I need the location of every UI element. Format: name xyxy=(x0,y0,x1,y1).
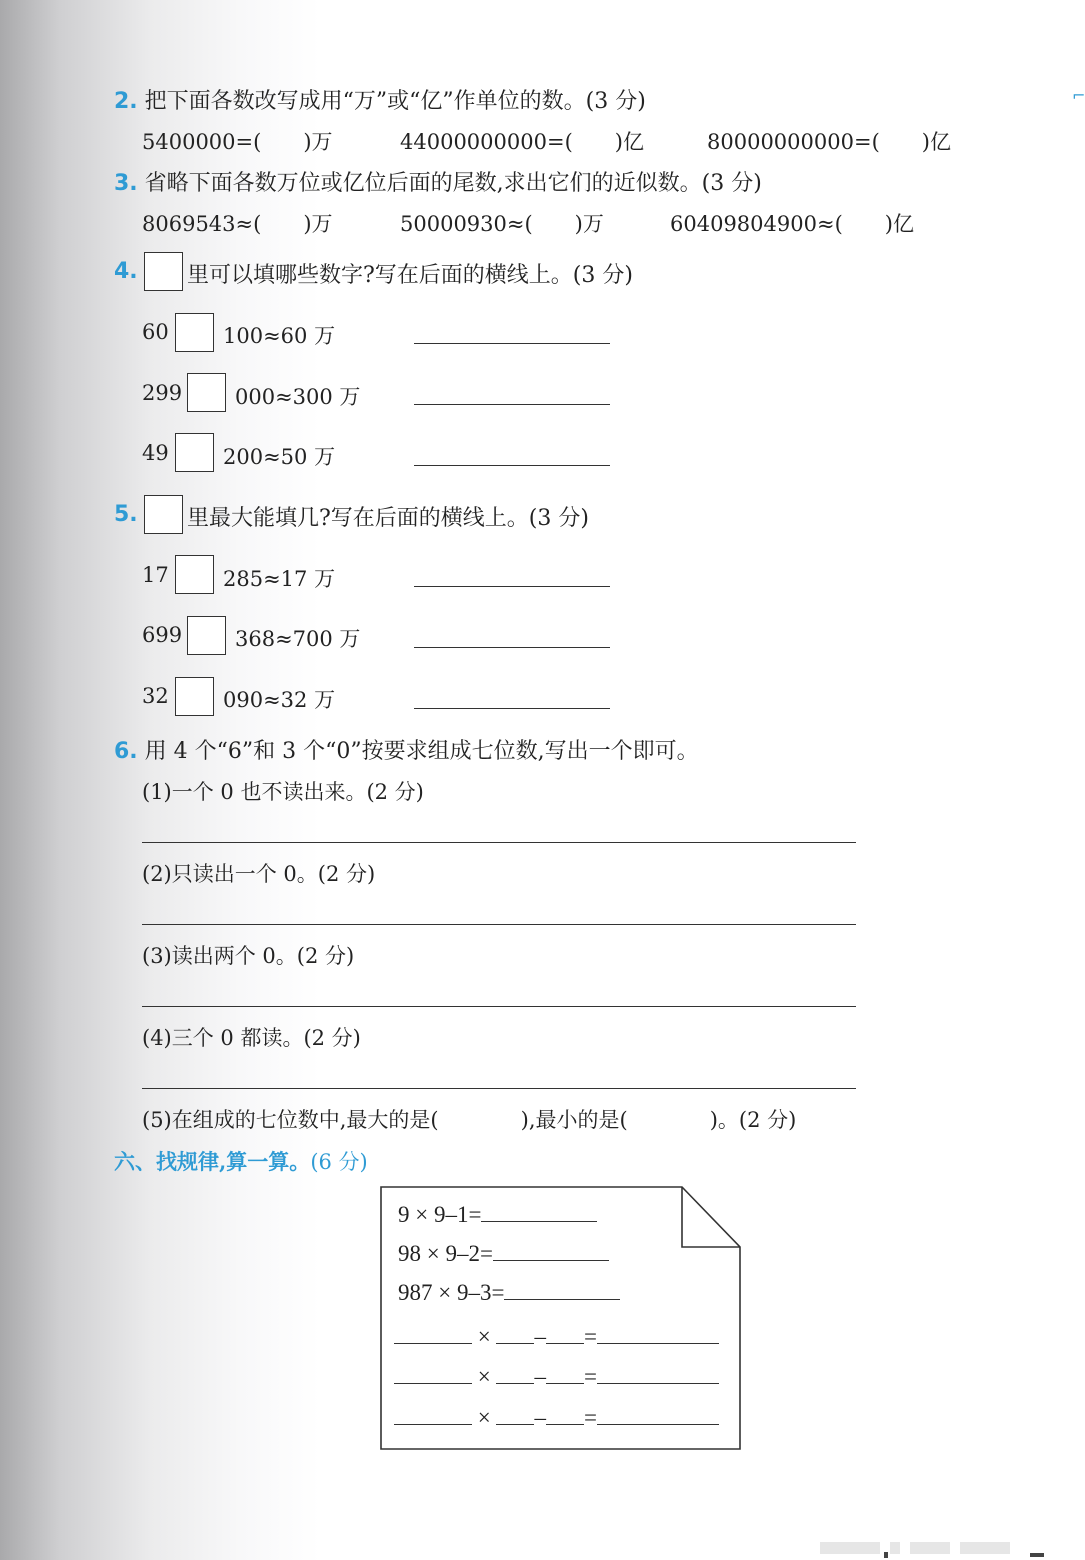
q4-row-3-answer-line[interactable] xyxy=(414,465,610,466)
q6-sub-5-part-a: (5)在组成的七位数中,最大的是( xyxy=(142,1108,439,1132)
pattern-line-3 xyxy=(398,1279,620,1306)
blank-row-3-times: × xyxy=(477,1405,491,1430)
q6-sub-5-part-c: )。(2 分) xyxy=(709,1108,797,1132)
q4-row-1-left: 60 xyxy=(142,320,169,344)
q4-row-1-answer-line[interactable] xyxy=(414,343,610,344)
question-3-text: 省略下面各数万位或亿位后面的尾数,求出它们的近似数。(3 分) xyxy=(144,171,762,196)
blank-row-3-a[interactable] xyxy=(394,1404,472,1425)
blank-row-1-result[interactable] xyxy=(597,1323,719,1344)
q5-row-2-right: 368≈700 万 xyxy=(235,627,361,651)
blank-row-3-b[interactable] xyxy=(496,1404,534,1425)
blank-row-2-result[interactable] xyxy=(597,1363,719,1384)
pattern-blank-row-3 xyxy=(394,1404,719,1431)
q6-sub-3: (3)读出两个 0。(2 分) xyxy=(142,944,355,968)
bottom-edge-artifact xyxy=(820,1540,1060,1560)
q6-sub-4: (4)三个 0 都读。(2 分) xyxy=(142,1026,361,1050)
pattern-line-2-answer[interactable] xyxy=(493,1240,609,1261)
blank-row-1-equals: = xyxy=(583,1324,597,1349)
q5-row-2-left: 699 xyxy=(142,623,183,647)
q5-row-3-right: 090≈32 万 xyxy=(223,688,336,712)
section-6-title: 六、找规律,算一算。 xyxy=(114,1149,311,1174)
question-5-text: 里最大能填几?写在后面的横线上。(3 分) xyxy=(187,506,589,531)
blank-row-2-minus: – xyxy=(534,1364,546,1389)
blank-row-3-result[interactable] xyxy=(597,1404,719,1425)
page-edge-mark: ⌐ xyxy=(1072,86,1085,105)
q4-row-1-input-box[interactable] xyxy=(175,313,214,352)
question-2-text: 把下面各数改写成用“万”或“亿”作单位的数。(3 分) xyxy=(144,89,646,114)
question-5-number: 5. xyxy=(114,502,138,527)
q5-row-1-answer-line[interactable] xyxy=(414,586,610,587)
blank-row-2-b[interactable] xyxy=(496,1363,534,1384)
pattern-line-1-answer[interactable] xyxy=(481,1201,597,1222)
blank-row-3-c[interactable] xyxy=(546,1404,584,1425)
section-6-heading xyxy=(114,1146,368,1176)
q5-row-2-input-box[interactable] xyxy=(187,616,226,655)
q6-sub-4-answer-line[interactable] xyxy=(142,1088,856,1089)
q6-sub-5-part-b: ),最小的是( xyxy=(520,1108,628,1132)
pattern-line-2 xyxy=(398,1240,609,1267)
question-6-text: 用 4 个“6”和 3 个“0”按要求组成七位数,写出一个即可。 xyxy=(144,739,699,764)
q4-row-3-left: 49 xyxy=(142,441,169,465)
q4-sample-box xyxy=(144,252,183,291)
q3-item-3: 60409804900≈( )亿 xyxy=(670,212,914,236)
q3-item-1: 8069543≈( )万 xyxy=(142,212,333,236)
pattern-blank-row-1 xyxy=(394,1323,719,1350)
question-6-number: 6. xyxy=(114,739,138,764)
q6-sub-2: (2)只读出一个 0。(2 分) xyxy=(142,862,376,886)
blank-row-1-c[interactable] xyxy=(546,1323,584,1344)
q4-row-2-right: 000≈300 万 xyxy=(235,385,361,409)
q6-sub-1-answer-line[interactable] xyxy=(142,842,856,843)
q2-item-1: 5400000=( )万 xyxy=(142,130,333,154)
pattern-line-1-expr: 9 × 9–1= xyxy=(398,1202,482,1227)
blank-row-3-minus: – xyxy=(534,1405,546,1430)
q6-sub-1: (1)一个 0 也不读出来。(2 分) xyxy=(142,780,424,804)
question-2-heading xyxy=(114,84,646,115)
q5-row-1-right: 285≈17 万 xyxy=(223,567,336,591)
blank-row-1-a[interactable] xyxy=(394,1323,472,1344)
pattern-blank-row-2 xyxy=(394,1363,719,1390)
q5-row-3-answer-line[interactable] xyxy=(414,708,610,709)
blank-row-1-times: × xyxy=(477,1324,491,1349)
q3-item-2: 50000930≈( )万 xyxy=(400,212,604,236)
q4-row-3-right: 200≈50 万 xyxy=(223,445,336,469)
blank-row-1-b[interactable] xyxy=(496,1323,534,1344)
q4-row-1-right: 100≈60 万 xyxy=(223,324,336,348)
pattern-line-3-expr: 987 × 9–3= xyxy=(398,1280,505,1305)
q2-item-3: 80000000000=( )亿 xyxy=(707,130,951,154)
question-3-number: 3. xyxy=(114,171,138,196)
q6-sub-5 xyxy=(142,1104,796,1134)
pattern-line-2-expr: 98 × 9–2= xyxy=(398,1241,493,1266)
pattern-line-1 xyxy=(398,1201,597,1228)
question-4-text: 里可以填哪些数字?写在后面的横线上。(3 分) xyxy=(187,263,633,288)
q6-sub-2-answer-line[interactable] xyxy=(142,924,856,925)
q5-row-2-answer-line[interactable] xyxy=(414,647,610,648)
pattern-note-card xyxy=(380,1186,740,1449)
q4-row-2-input-box[interactable] xyxy=(187,373,226,412)
section-6-points: (6 分) xyxy=(310,1150,368,1174)
blank-row-3-equals: = xyxy=(583,1405,597,1430)
blank-row-2-a[interactable] xyxy=(394,1363,472,1384)
q5-row-3-left: 32 xyxy=(142,684,169,708)
q5-row-1-left: 17 xyxy=(142,563,169,587)
pattern-line-3-answer[interactable] xyxy=(504,1279,620,1300)
q5-sample-box xyxy=(144,495,183,534)
q5-row-1-input-box[interactable] xyxy=(175,555,214,594)
question-2-number: 2. xyxy=(114,89,138,114)
question-3-heading xyxy=(114,166,762,197)
blank-row-2-times: × xyxy=(477,1364,491,1389)
question-4-number: 4. xyxy=(114,259,138,284)
q2-item-2: 44000000000=( )亿 xyxy=(400,130,644,154)
q4-row-3-input-box[interactable] xyxy=(175,433,214,472)
q6-sub-3-answer-line[interactable] xyxy=(142,1006,856,1007)
blank-row-1-minus: – xyxy=(534,1324,546,1349)
blank-row-2-c[interactable] xyxy=(546,1363,584,1384)
q4-row-2-answer-line[interactable] xyxy=(414,404,610,405)
q5-row-3-input-box[interactable] xyxy=(175,677,214,716)
blank-row-2-equals: = xyxy=(583,1364,597,1389)
question-6-heading xyxy=(114,734,699,765)
q4-row-2-left: 299 xyxy=(142,381,183,405)
